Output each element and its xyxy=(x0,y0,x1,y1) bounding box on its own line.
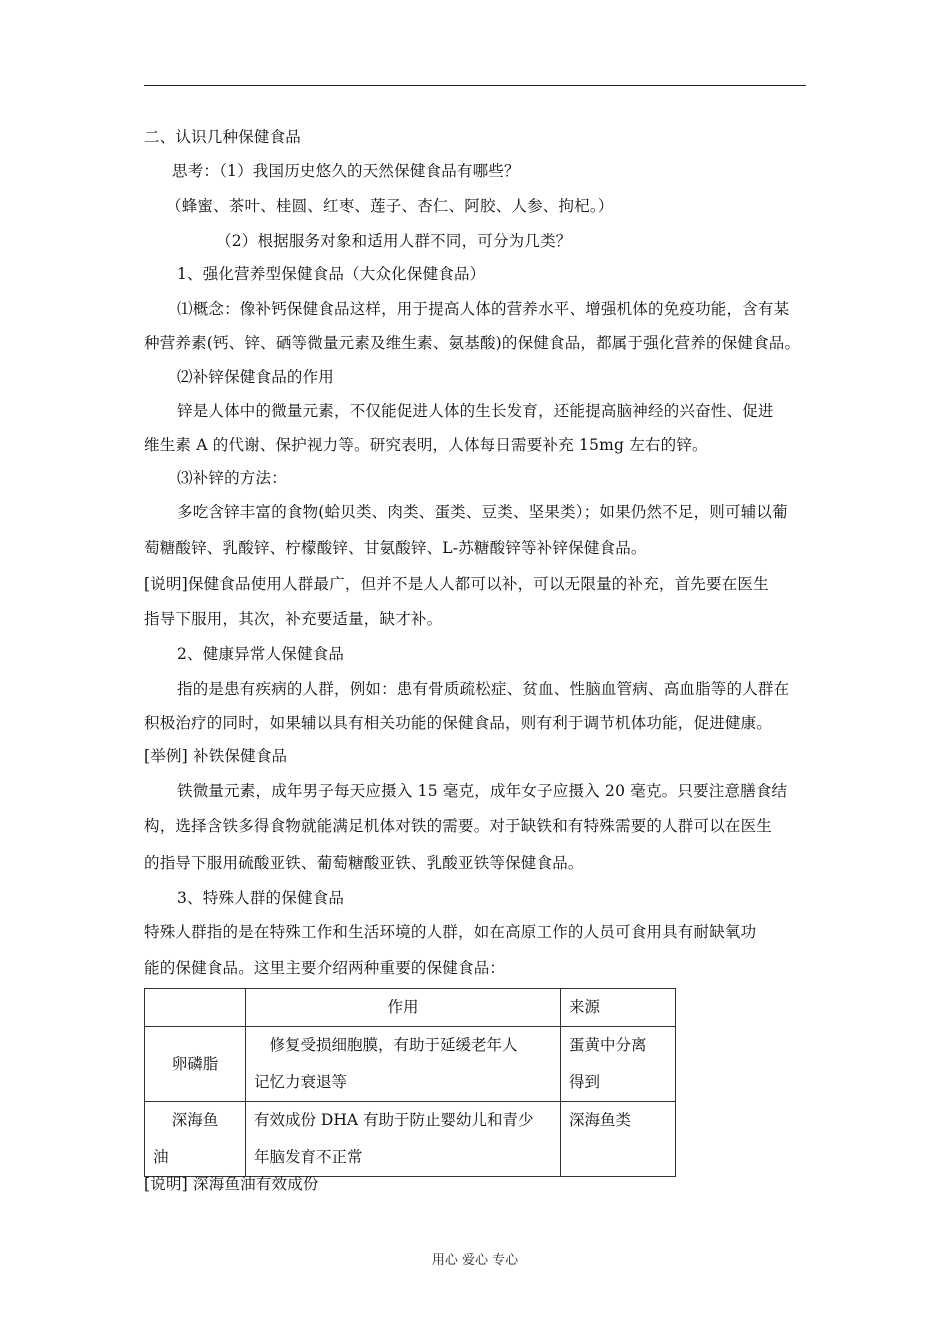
note-1-line-1: [说明]保健食品使用人群最广，但并不是人人都可以补，可以无限量的补充，首先要在医生 xyxy=(144,575,769,593)
category-3-line-2: 能的保健食品。这里主要介绍两种重要的保健食品： xyxy=(144,959,506,977)
concept-line-1: ⑴概念：像补钙保健食品这样，用于提高人体的营养水平、增强机体的免疫功能，含有某 xyxy=(177,300,790,318)
note-2: [说明] 深海鱼油有效成份 xyxy=(144,1175,319,1193)
category-3-title: 3、特殊人群的保健食品 xyxy=(177,889,345,907)
table-cell-source: 深海鱼类 xyxy=(561,1102,676,1177)
concept-line-2: 种营养素(钙、锌、硒等微量元素及维生素、氨基酸)的保健食品，都属于强化营养的保健食品。 xyxy=(144,334,801,352)
table-header-cell: 来源 xyxy=(561,989,676,1027)
table-cell-effect: 修复受损细胞膜，有助于延缓老年人 记忆力衰退等 xyxy=(246,1027,561,1102)
example-title: [举例] 补铁保健食品 xyxy=(144,747,288,765)
table-cell-name: 卵磷脂 xyxy=(145,1027,246,1102)
method-line-2: 萄糖酸锌、乳酸锌、柠檬酸锌、甘氨酸锌、L-苏糖酸锌等补锌保健食品。 xyxy=(144,539,647,557)
think-question-2: （2）根据服务对象和适用人群不同，可分为几类？ xyxy=(216,232,572,250)
category-2-line-2: 积极治疗的同时，如果辅以具有相关功能的保健食品，则有利于调节机体功能，促进健康。 xyxy=(144,714,773,732)
think-answer-1: （蜂蜜、茶叶、桂圆、红枣、莲子、杏仁、阿胶、人参、拘杞。） xyxy=(166,197,614,215)
zinc-line-1: 锌是人体中的微量元素，不仅能促进人体的生长发育，还能提高脑神经的兴奋性、促进 xyxy=(177,402,774,420)
header-rule xyxy=(144,85,806,86)
table-header-cell: 作用 xyxy=(246,989,561,1027)
iron-line-3: 的指导下服用硫酸亚铁、葡萄糖酸亚铁、乳酸亚铁等保健食品。 xyxy=(144,854,584,872)
table-row xyxy=(145,1102,676,1177)
page-footer: 用心 爱心 专心 xyxy=(431,1253,519,1268)
table-header-row xyxy=(145,989,676,1027)
category-1-title: 1、强化营养型保健食品（大众化保健食品） xyxy=(177,265,486,283)
category-2-title: 2、健康异常人保健食品 xyxy=(177,645,345,663)
iron-line-2: 构，选择含铁多得食物就能满足机体对铁的需要。对于缺铁和有特殊需要的人群可以在医生 xyxy=(144,817,773,835)
section-title: 二、认识几种保健食品 xyxy=(144,128,302,146)
table-header-cell xyxy=(145,989,246,1027)
table-cell-effect: 有效成份 DHA 有助于防止婴幼儿和青少 年脑发育不正常 xyxy=(246,1102,561,1177)
zinc-line-2: 维生素 A 的代谢、保护视力等。研究表明，人体每日需要补充 15mg 左右的锌。 xyxy=(144,436,708,454)
category-3-line-1: 特殊人群指的是在特殊工作和生活环境的人群，如在高原工作的人员可食用具有耐缺氧功 xyxy=(144,923,757,941)
table-cell-source: 蛋黄中分离 得到 xyxy=(561,1027,676,1102)
zinc-title: ⑵补锌保健食品的作用 xyxy=(177,368,335,386)
method-line-1: 多吃含锌丰富的食物(蛤贝类、肉类、蛋类、豆类、坚果类）；如果仍然不足，则可辅以葡 xyxy=(177,503,788,521)
health-food-table xyxy=(144,988,676,1177)
think-question-1: 思考：（1）我国历史悠久的天然保健食品有哪些？ xyxy=(172,162,520,180)
category-2-line-1: 指的是患有疾病的人群，例如：患有骨质疏松症、贫血、性脑血管病、高血脂等的人群在 xyxy=(177,680,790,698)
table-row xyxy=(145,1027,676,1102)
method-title: ⑶补锌的方法： xyxy=(177,469,287,487)
note-1-line-2: 指导下服用，其次，补充要适量，缺才补。 xyxy=(144,610,443,628)
iron-line-1: 铁微量元素，成年男子每天应摄入 15 毫克，成年女子应摄入 20 毫克。只要注意膳食结 xyxy=(177,782,788,800)
table-cell-name: 深海鱼 油 xyxy=(145,1102,246,1177)
